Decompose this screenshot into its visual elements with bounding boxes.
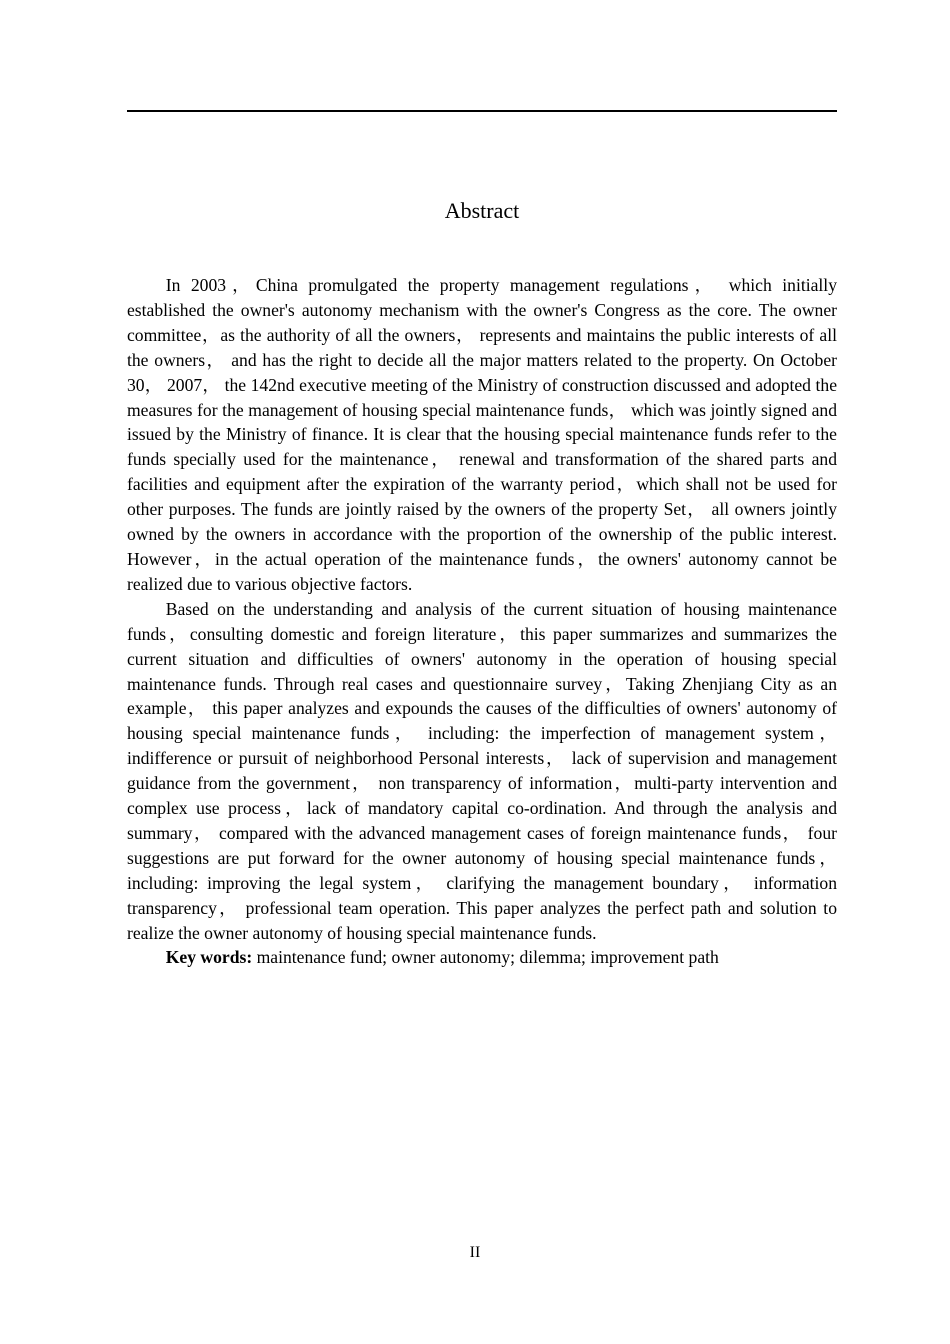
keywords-text: maintenance fund; owner autonomy; dilemma; improvement path (252, 947, 719, 968)
page-number: II (469, 1244, 481, 1261)
keywords-line (127, 945, 837, 970)
keywords-label: Key words: (165, 947, 253, 968)
abstract-paragraph-2: Based on the understanding and analysis of the current situation of housing maintenance funds，consulting domestic and foreign literature，this paper summarizes and summarizes the current situation and difficulties of owners' autonomy in the operation of housing special maintenance funds. Through real cases and questionnaire survey，Taking Zhenjiang City as an example， this paper analyzes and expounds the causes of the difficulties of owners' autonomy of housing special maintenance funds， including: the imperfection of management system， indifference or pursuit of neighborhood Personal interests， lack of supervision and management guidance from the government， non transparency of information，multi-party intervention and complex use process，lack of mandatory capital co-ordination. And through the analysis and summary， compared with the advanced management cases of foreign maintenance funds， four suggestions are put forward for the owner autonomy of housing special maintenance funds， including: improving the legal system， clarifying the management boundary， information transparency， professional team operation. This paper analyzes the perfect path and solution to realize the owner autonomy of housing special maintenance funds. (127, 598, 837, 943)
header-rule (127, 110, 837, 112)
abstract-body (127, 273, 837, 970)
abstract-paragraph-1: In 2003，China promulgated the property management regulations， which initially established the owner's autonomy mechanism with the owner's Congress as the core. The owner committee，as the authority of all the owners， represents and maintains the public interests of all the owners， and has the right to decide all the major matters related to the property. On October 30， 2007， the 142nd executive meeting of the Ministry of construction discussed and adopted the measures for the management of housing special maintenance funds， which was jointly signed and issued by the Ministry of finance. It is clear that the housing special maintenance funds refer to the funds specially used for the maintenance， renewal and transformation of the shared parts and facilities and equipment after the expiration of the warranty period，which shall not be used for other purposes. The funds are jointly raised by the owners of the property Set， all owners jointly owned by the owners in accordance with the proportion of the ownership of the public interest. However，in the actual operation of the maintenance funds，the owners' autonomy cannot be realized due to various objective factors. (127, 275, 837, 594)
page-title: Abstract (444, 198, 520, 223)
